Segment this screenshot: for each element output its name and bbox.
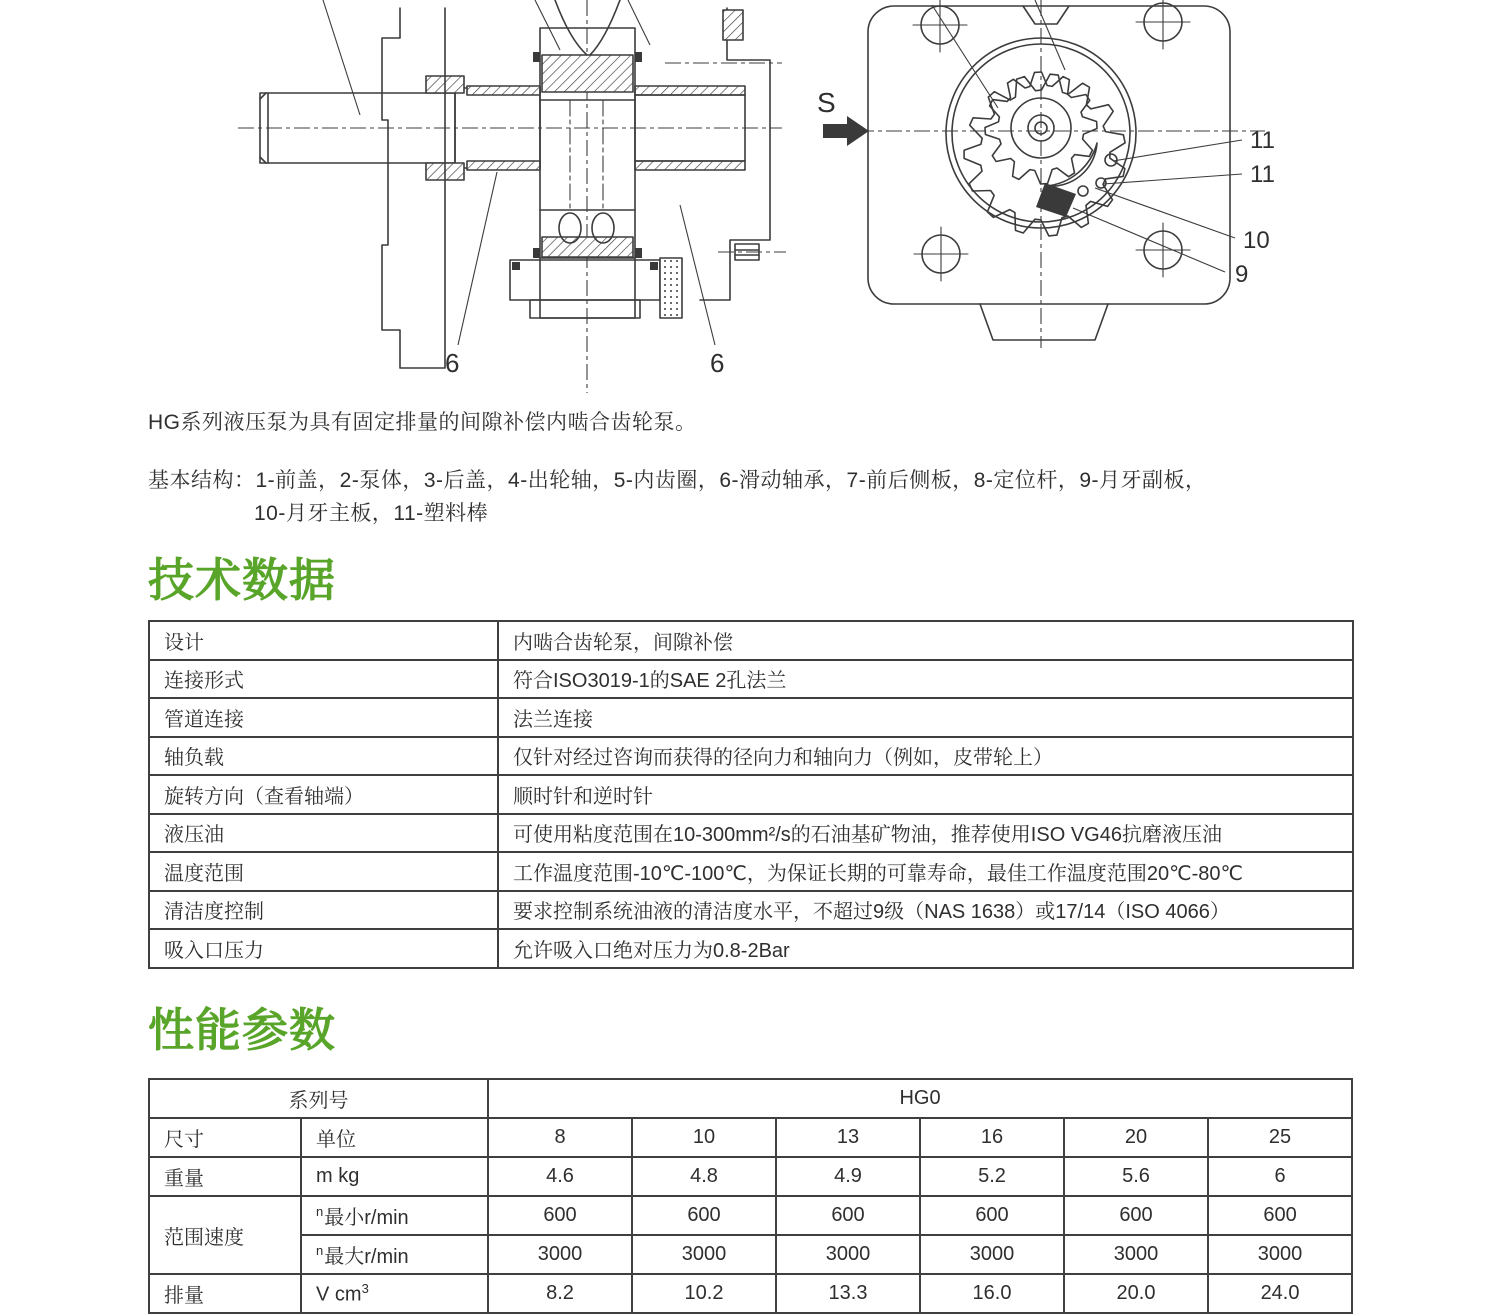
weight-value: 6: [1208, 1157, 1352, 1196]
callout-11a: 11: [1250, 127, 1275, 154]
displacement-value: 8.2: [488, 1274, 632, 1313]
tech-section-title: 技术数据: [148, 554, 336, 606]
perf-row-displacement: [149, 1274, 1352, 1313]
weight-value: 4.8: [632, 1157, 776, 1196]
speed-min-prefix: n: [316, 1204, 324, 1220]
displacement-value: 10.2: [632, 1274, 776, 1313]
rear-housing: [700, 8, 770, 300]
intro-paragraph: [148, 406, 697, 439]
speed-min-value: 600: [1208, 1196, 1352, 1235]
tech-value: 工作温度范围-10℃-100℃，为保证长期的可靠寿命，最佳工作温度范围20℃-80℃: [498, 852, 1353, 891]
unit-label: 单位: [301, 1118, 488, 1157]
tech-row-fluid: [149, 814, 1353, 853]
speed-min-value: 600: [776, 1196, 920, 1235]
tech-label: 连接形式: [149, 660, 498, 699]
crescent-plate: [1046, 143, 1097, 186]
tech-value: 法兰连接: [498, 698, 1353, 737]
weight-value: 5.6: [1064, 1157, 1208, 1196]
tech-row-rotation: [149, 775, 1353, 814]
part-callouts: [1073, 127, 1275, 288]
speed-min-value: 600: [488, 1196, 632, 1235]
tech-value: 仅针对经过咨询而获得的径向力和轴向力（例如，皮带轮上）: [498, 737, 1353, 776]
speed-max-prefix: n: [316, 1243, 324, 1259]
speed-min-unit-text: 最小r/min: [324, 1207, 409, 1229]
gear-stack: [533, 0, 642, 318]
tech-row-inlet-pressure: [149, 929, 1353, 968]
displacement-unit: [301, 1274, 488, 1313]
tech-label: 旋转方向（查看轴端）: [149, 775, 498, 814]
perf-row-series: [149, 1079, 1352, 1118]
displacement-value: 13.3: [776, 1274, 920, 1313]
speed-max-unit-text: 最大r/min: [324, 1246, 409, 1268]
size-value: 16: [920, 1118, 1064, 1157]
callout-9: 9: [1235, 261, 1249, 288]
tech-value: 符合ISO3019-1的SAE 2孔法兰: [498, 660, 1353, 699]
tech-row-shaft-load: [149, 737, 1353, 776]
callout-10: 10: [1243, 227, 1270, 254]
suction-label: S: [817, 87, 836, 118]
speed-min-value: 600: [632, 1196, 776, 1235]
tech-row-temperature: [149, 852, 1353, 891]
speed-max-value: 3000: [632, 1235, 776, 1274]
suction-arrow: [817, 87, 869, 146]
structure-paragraph: [148, 464, 1207, 530]
tech-row-design: [149, 621, 1353, 660]
perf-section-title: 性能参数: [148, 1004, 336, 1056]
perf-row-weight: [149, 1157, 1352, 1196]
speed-min-value: 600: [1064, 1196, 1208, 1235]
tech-value: 可使用粘度范围在10-300mm²/s的石油基矿物油，推荐使用ISO VG46抗磨液压油: [498, 814, 1353, 853]
size-value: 20: [1064, 1118, 1208, 1157]
size-value: 13: [776, 1118, 920, 1157]
tech-row-piping: [149, 698, 1353, 737]
tech-label: 清洁度控制: [149, 891, 498, 930]
tech-value: 内啮合齿轮泵，间隙补偿: [498, 621, 1353, 660]
structure-line-2: 10-月牙主板，11-塑料棒: [254, 502, 489, 525]
tech-label: 液压油: [149, 814, 498, 853]
center-lines: [238, 0, 786, 393]
tech-value: 要求控制系统油液的清洁度水平，不超过9级（NAS 1638）或17/14（ISO 4066）: [498, 891, 1353, 930]
front-flange: [382, 8, 445, 368]
tech-value: 顺时针和逆时针: [498, 775, 1353, 814]
figure-pump-cross-section: [230, 0, 790, 395]
pump-body-outline: [868, 6, 1230, 340]
weight-value: 4.6: [488, 1157, 632, 1196]
bottom-cover-block: [510, 258, 682, 318]
speed-min-value: 600: [920, 1196, 1064, 1235]
tech-label: 设计: [149, 621, 498, 660]
callout-11b: 11: [1250, 161, 1275, 188]
size-value: 25: [1208, 1118, 1352, 1157]
structure-items-1: 1-前盖，2-泵体，3-后盖，4-出轮轴，5-内齿圈，6-滑动轴承，7-前后侧板，8-定位杆，9-月牙副板，: [255, 469, 1207, 492]
tech-data-table: [148, 620, 1354, 969]
perf-row-speed-max: [149, 1235, 1352, 1274]
perf-row-sizes: [149, 1118, 1352, 1157]
speed-max-value: 3000: [920, 1235, 1064, 1274]
tech-label: 管道连接: [149, 698, 498, 737]
tech-label: 温度范围: [149, 852, 498, 891]
tech-row-cleanliness: [149, 891, 1353, 930]
weight-unit: m kg: [301, 1157, 488, 1196]
speed-max-value: 3000: [1064, 1235, 1208, 1274]
weight-label: 重量: [149, 1157, 301, 1196]
displacement-value: 20.0: [1064, 1274, 1208, 1313]
series-label: 系列号: [149, 1079, 488, 1118]
structure-label: 基本结构：: [148, 469, 256, 492]
size-value: 10: [632, 1118, 776, 1157]
figure-pump-front-view: [795, 0, 1300, 350]
bolt-holes: [913, 0, 1190, 281]
tech-row-connection: [149, 660, 1353, 699]
weight-value: 4.9: [776, 1157, 920, 1196]
weight-value: 5.2: [920, 1157, 1064, 1196]
tech-label: 轴负载: [149, 737, 498, 776]
tech-label: 吸入口压力: [149, 929, 498, 968]
series-value: HG0: [488, 1079, 1352, 1118]
speed-max-value: 3000: [1208, 1235, 1352, 1274]
displacement-value: 24.0: [1208, 1274, 1352, 1313]
perf-row-speed-min: [149, 1196, 1352, 1235]
displacement-label: 排量: [149, 1274, 301, 1313]
speed-max-unit: [301, 1235, 488, 1274]
tech-value: 允许吸入口绝对压力为0.8-2Bar: [498, 929, 1353, 968]
size-value: 8: [488, 1118, 632, 1157]
bearing-label-left: 6: [445, 348, 460, 378]
displacement-unit-sup: 3: [361, 1280, 369, 1296]
performance-table: [148, 1078, 1353, 1314]
crescent-main-plate: [1036, 183, 1076, 217]
speed-max-value: 3000: [776, 1235, 920, 1274]
center-lines: [830, 0, 1265, 348]
size-label: 尺寸: [149, 1118, 301, 1157]
bearing-label-right: 6: [710, 348, 725, 378]
speed-min-unit: [301, 1196, 488, 1235]
structure-line-1: [148, 464, 1207, 497]
speed-range-label: 范围速度: [149, 1196, 301, 1274]
displacement-value: 16.0: [920, 1274, 1064, 1313]
intro-line: HG系列液压泵为具有固定排量的间隙补偿内啮合齿轮泵。: [148, 411, 697, 434]
speed-max-value: 3000: [488, 1235, 632, 1274]
displacement-unit-base: V cm: [316, 1283, 362, 1306]
